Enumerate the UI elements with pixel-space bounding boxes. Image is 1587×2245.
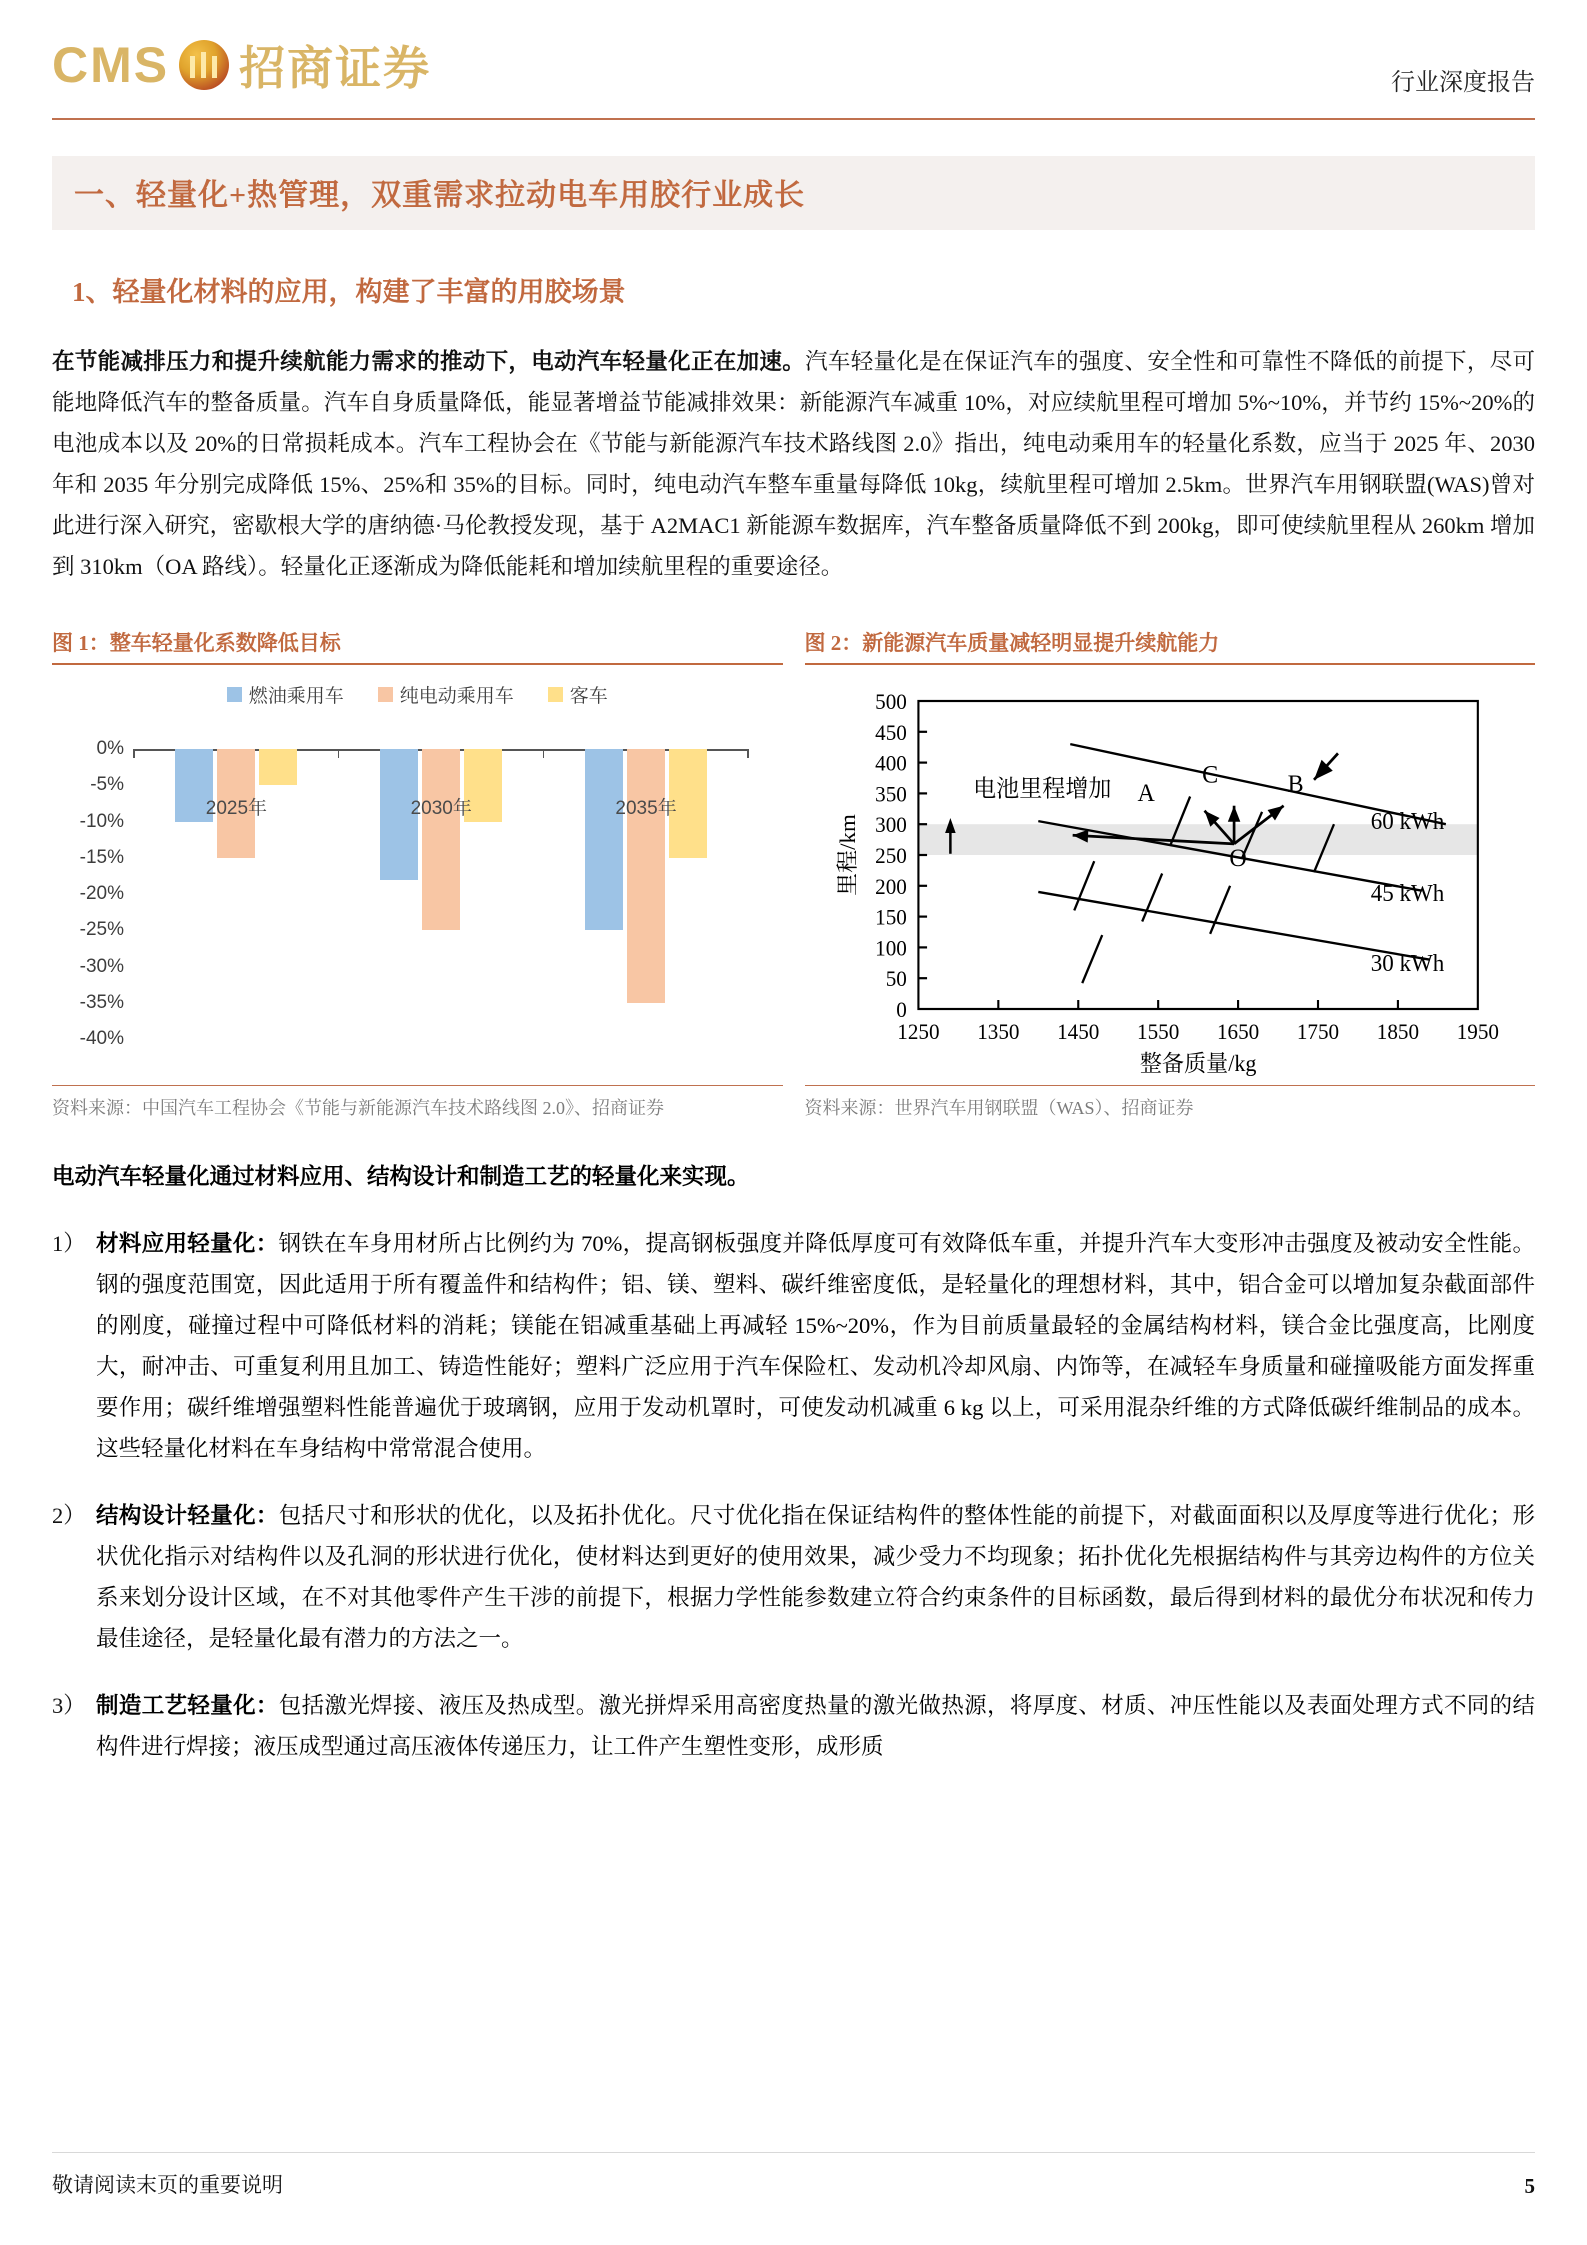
point-label-C: C [1201, 760, 1218, 789]
list-item-content [96, 1685, 1535, 1767]
intro-paragraph-rest: 汽车轻量化是在保证汽车的强度、安全性和可靠性不降低的前提下，尽可能地降低汽车的整备质量。汽车自身质量降低，能显著增益节能减排效果：新能源汽车减重 10%，对应续航里程可增加 5%~10%，并节约 15%~20%的电池成本以及 20%的日常损耗成本。汽车工程协会在《节能与新能源汽车技术路线图 2.0》指出，纯电动乘用车的轻量化系数，应当于 2025 年、2030 年和 2035 年分别完成降低 15%、25%和 35%的目标。同时，纯电动汽车整车重量每降低 10kg，续航里程可增加 2.5km。世界汽车用钢联盟(WAS)曾对此进行深入研究，密歇根大学的唐纳德·马伦教授发现，基于 A2MAC1 新能源车数据库，汽车整备质量降低不到 200kg，即可使续航里程从 260km 增加到 310km（OA 路线）。轻量化正逐渐成为降低能耗和增加续航里程的重要途径。 [52, 349, 1535, 579]
hatch-5 [1210, 886, 1230, 934]
y-axis-tick-label: 100 [874, 936, 907, 961]
list-item-text: 包括激光焊接、液压及热成型。激光拼焊采用高密度热量的激光做热源，将厚度、材质、冲压性能以及表面处理方式不同的结构件进行焊接；液压成型通过高压液体传递压力，让工件产生塑性变形，成形质 [96, 1693, 1535, 1759]
list-item-content [96, 1495, 1535, 1659]
report-type-label: 行业深度报告 [1391, 70, 1535, 96]
series-label-45kwh: 45 kWh [1370, 880, 1444, 908]
y-axis-tick-label: 0% [96, 738, 124, 759]
x-axis-tick [338, 749, 340, 758]
page-footer [52, 2169, 1535, 2199]
list-item-number: 3） [52, 1693, 86, 1718]
x-axis-tick-label: 1650 [1216, 1019, 1259, 1045]
bar-group-label: 2035年 [615, 798, 677, 819]
figure-1-caption: 图 1：整车轻量化系数降低目标 [52, 627, 783, 665]
y-axis-tick-label: -25% [79, 919, 124, 941]
range-mass-chart [805, 679, 1536, 1079]
bar-group-label: 2025年 [205, 798, 268, 819]
bar-fill [585, 749, 623, 930]
range-mass-chart-svg [805, 679, 1536, 1079]
figure-1-source: 资料来源：中国汽车工程协会《节能与新能源汽车技术路线图 2.0》、招商证券 [52, 1085, 783, 1122]
y-axis-tick-label: -35% [79, 991, 124, 1013]
intro-paragraph [52, 341, 1535, 587]
figure-2-body [805, 679, 1536, 1079]
figure-2-caption: 图 2：新能源汽车质量减轻明显提升续航能力 [805, 627, 1536, 665]
vector-O-up-head [1227, 806, 1239, 822]
point-label-A: A [1137, 779, 1155, 807]
bar-fill [259, 749, 297, 785]
legend-item-1 [378, 681, 514, 708]
logo-text-en: CMS [52, 37, 170, 93]
x-axis-tick-label: 1250 [896, 1019, 940, 1045]
list-item-number: 1） [52, 1231, 86, 1256]
band-label: 电池里程增加 [972, 776, 1111, 803]
bar-group [544, 749, 749, 1039]
y-axis-tick-label: 200 [874, 874, 907, 899]
y-axis-tick-label: 350 [874, 782, 907, 807]
list-item-content [96, 1223, 1535, 1469]
legend-item-0 [227, 681, 344, 708]
section-title-bar [52, 156, 1535, 230]
x-axis-tick [133, 749, 135, 758]
intro-paragraph-bold: 在节能减排压力和提升续航能力需求的推动下，电动汽车轻量化正在加速。 [52, 349, 806, 374]
bar-fill [422, 749, 460, 930]
x-axis-tick [543, 749, 545, 758]
page-header [0, 0, 1587, 120]
section-title: 一、轻量化+热管理，双重需求拉动电车用胶行业成长 [74, 179, 806, 212]
point-label-B: B [1287, 770, 1304, 799]
list-item [52, 1685, 1535, 1767]
y-axis-tick-label: 300 [874, 812, 907, 838]
bar-group [339, 749, 544, 1039]
y-axis-tick-label: -30% [79, 955, 124, 977]
figure-1 [52, 627, 783, 1122]
bar-chart-y-axis [52, 738, 130, 1049]
subsection-title: 1、轻量化材料的应用，构建了丰富的用胶场景 [72, 277, 626, 307]
list-item-number: 2） [52, 1503, 86, 1528]
company-logo [52, 32, 431, 98]
legend-swatch-icon [378, 687, 393, 702]
list-item [52, 1495, 1535, 1659]
y-axis-tick-label: 450 [874, 720, 907, 745]
chart-text-labels [973, 761, 1444, 977]
x-axis-tick-label: 1850 [1376, 1019, 1419, 1045]
figure-row [52, 627, 1535, 1122]
bar-chart-legend [52, 681, 783, 708]
numbered-list [52, 1223, 1535, 1767]
hatch-3 [1074, 861, 1094, 910]
y-axis-title: 里程/km [834, 814, 860, 896]
y-axis-tick-label: -15% [79, 846, 124, 868]
figure-1-body [52, 679, 783, 1079]
x-axis-tick-label: 1450 [1056, 1019, 1099, 1045]
header-divider [52, 118, 1535, 120]
y-axis-tick-label: 250 [874, 843, 907, 869]
bar-chart-groups [134, 749, 749, 1039]
list-item-text: 包括尺寸和形状的优化，以及拓扑优化。尺寸优化指在保证结构件的整体性能的前提下，对截面面积以及厚度等进行优化；形状优化指示对结构件以及孔洞的形状进行优化，使材料达到更好的使用效果，减少受力不均现象；拓扑优化先根据结构件与其旁边构件的方位关系来划分设计区域，在不对其他零件产生干涉的前提下，根据力学性能参数建立符合约束条件的目标函数，最后得到材料的最优分布状况和传力最佳途径，是轻量化最有潜力的方法之一。 [96, 1503, 1535, 1651]
figure-2-source: 资料来源：世界汽车用钢联盟（WAS）、招商证券 [805, 1085, 1536, 1122]
bar-chart-plot [134, 749, 749, 1039]
y-axis-tick-label: 50 [885, 966, 907, 992]
figure-2 [805, 627, 1536, 1122]
list-item-term: 结构设计轻量化： [96, 1503, 279, 1528]
bar-group [134, 749, 339, 1039]
y-axis-tick-label: -40% [79, 1028, 124, 1049]
hatch-4 [1142, 873, 1162, 921]
page-number: 5 [1524, 2174, 1535, 2198]
x-axis-tick-label: 1550 [1136, 1019, 1179, 1045]
x-axis-title: 整备质量/kg [1139, 1050, 1256, 1077]
vector-OB-head [1267, 806, 1283, 821]
x-axis-tick [747, 749, 749, 758]
hatch-6 [1082, 935, 1102, 983]
series-label-60kwh: 60 kWh [1370, 808, 1444, 836]
y-axis-tick-label: 500 [874, 689, 907, 715]
legend-swatch-icon [548, 687, 563, 702]
legend-swatch-icon [227, 687, 242, 702]
list-item-text: 钢铁在车身用材所占比例约为 70%，提高钢板强度并降低厚度可有效降低车重，并提升汽车大变形冲击强度及被动安全性能。钢的强度范围宽，因此适用于所有覆盖件和结构件；铝、镁、塑料、碳纤维密度低，是轻量化的理想材料，其中，铝合金可以增加复杂截面部件的刚度，碰撞过程中可降低材料的消耗；镁能在铝减重基础上再减轻 15%~20%，作为目前质量最轻的金属结构材料，镁合金比强度高，比刚度大，耐冲击、可重复利用且加工、铸造性能好；塑料广泛应用于汽车保险杠、发动机冷却风扇、内饰等，在减轻车身质量和碰撞吸能方面发挥重要作用；碳纤维增强塑料性能普遍优于玻璃钢，应用于发动机罩时，可使发动机减重 6 kg 以上，可采用混杂纤维的方式降低碳纤维制品的成本。这些轻量化材料在车身结构中常常混合使用。 [96, 1231, 1535, 1461]
legend-label: 纯电动乘用车 [399, 686, 514, 707]
legend-item-2 [548, 681, 608, 708]
list-item [52, 1223, 1535, 1469]
lead-sentence: 电动汽车轻量化通过材料应用、结构设计和制造工艺的轻量化来实现。 [52, 1164, 750, 1189]
bar-fill [627, 749, 665, 1003]
x-axis-tick-label: 1950 [1456, 1019, 1499, 1045]
y-axis-tick-label: -10% [79, 810, 124, 832]
logo-text-cn: 招商证券 [239, 43, 432, 94]
footer-note: 敬请阅读末页的重要说明 [52, 2173, 283, 2197]
legend-label: 客车 [569, 686, 608, 707]
y-axis-tick-label: 400 [874, 751, 907, 776]
list-item-term: 材料应用轻量化： [96, 1231, 279, 1256]
x-axis-tick-label: 1750 [1296, 1019, 1339, 1045]
y-axis-tick-label: 0 [895, 997, 907, 1023]
bar-chart [52, 679, 783, 1079]
y-axis-tick-label: -20% [79, 883, 124, 904]
legend-label: 燃油乘用车 [248, 686, 344, 707]
bar-group-label: 2030年 [410, 798, 472, 819]
footer-divider [52, 2152, 1535, 2154]
point-label-O: O [1228, 844, 1247, 873]
y-axis-tick-label: -5% [90, 774, 124, 796]
series-label-30kwh: 30 kWh [1370, 950, 1444, 977]
list-item-term: 制造工艺轻量化： [96, 1693, 279, 1718]
logo-emblem-icon [179, 40, 229, 90]
x-axis-tick-label: 1350 [976, 1019, 1019, 1045]
y-axis-tick-label: 150 [874, 905, 907, 930]
